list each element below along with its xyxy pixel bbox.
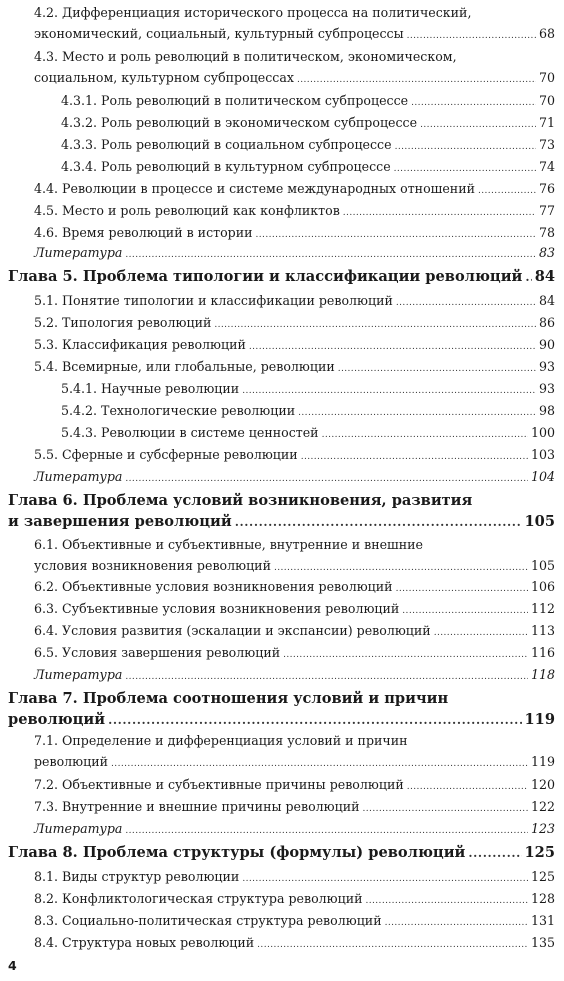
toc-entry-line <box>61 90 555 111</box>
toc-entry-line <box>34 888 555 909</box>
toc-entry <box>8 888 555 909</box>
toc-entry <box>8 156 555 177</box>
toc-entry-title: Литература <box>34 245 123 260</box>
toc-entry <box>8 46 555 88</box>
toc-entry-title: 4.3.3. Роль революций в социальном субпроцессе <box>61 137 392 152</box>
toc-entry <box>8 774 555 795</box>
dot-leader <box>407 777 528 798</box>
toc-entry-title: 6.4. Условия развития (эскалации и экспансии) революций <box>34 623 431 638</box>
toc-entry-line <box>34 290 555 311</box>
toc-entry-title: 8.2. Конфликтологическая структура революций <box>34 891 363 906</box>
toc-entry <box>8 334 555 355</box>
toc-page-number: 71 <box>538 115 555 130</box>
toc-entry <box>8 378 555 399</box>
toc-entry-title: социальном, культурном субпроцессах <box>34 70 294 85</box>
toc-entry-line <box>34 178 555 199</box>
toc-entry-title: 4.4. Революции в процессе и системе международных отношений <box>34 181 475 196</box>
toc-page-number: 84 <box>534 268 555 285</box>
toc-entry <box>8 356 555 377</box>
toc-entry-title: Литература <box>34 667 123 682</box>
toc-entry-line <box>34 2 555 23</box>
toc-entry-title: Литература <box>34 821 123 836</box>
toc-entry-title: 5.4.3. Революции в системе ценностей <box>61 425 319 440</box>
toc-entry-line <box>61 422 555 443</box>
toc-entry-line <box>8 688 555 709</box>
toc-entry-line <box>61 156 555 177</box>
toc-entry-title: 4.6. Время революций в истории <box>34 225 253 240</box>
toc-entry-line <box>34 222 555 243</box>
toc-entry-line <box>61 112 555 133</box>
toc-page-number: 100 <box>530 425 555 440</box>
page-number: 4 <box>8 958 17 973</box>
dot-leader <box>111 754 528 775</box>
dot-leader <box>283 645 528 666</box>
toc-entry-line <box>34 334 555 355</box>
dot-leader <box>478 181 536 202</box>
dot-leader <box>257 935 528 956</box>
toc-entry-title: 4.2. Дифференциация исторического процесса на политический, <box>34 5 472 20</box>
toc-page-number: 78 <box>538 225 555 240</box>
toc-entry <box>8 818 555 839</box>
toc-entry <box>8 400 555 421</box>
dot-leader <box>249 337 536 358</box>
toc-entry <box>8 932 555 953</box>
toc-page-number: 118 <box>530 667 555 682</box>
toc-entry <box>8 242 555 263</box>
toc-entry <box>8 866 555 887</box>
toc-entry-line <box>34 46 555 67</box>
toc-page-number: 119 <box>530 754 555 769</box>
toc-entry <box>8 422 555 443</box>
toc-page-number: 113 <box>530 623 555 638</box>
dot-leader <box>395 137 536 158</box>
toc-entry-title: Глава 5. Проблема типологии и классификации революций <box>8 268 523 285</box>
toc-entry-title: 4.3.1. Роль революций в политическом субпроцессе <box>61 93 409 108</box>
toc-page-number: 105 <box>530 558 555 573</box>
toc-entry-title: 4.3. Место и роль революций в политическом, экономическом, <box>34 49 457 64</box>
toc-page-number: 104 <box>530 469 555 484</box>
toc-entry-line <box>34 67 555 88</box>
toc-entry-title: 4.3.4. Роль революций в культурном субпроцессе <box>61 159 391 174</box>
toc-page-number: 90 <box>538 337 555 352</box>
toc-entry-title: 5.2. Типология революций <box>34 315 212 330</box>
toc-page-number: 83 <box>538 245 555 260</box>
dot-leader <box>298 403 536 424</box>
toc-entry-title: 5.4.2. Технологические революции <box>61 403 296 418</box>
toc-entry-title: 7.1. Определение и дифференциация условий и причин <box>34 733 408 748</box>
toc-entry-line <box>8 511 555 532</box>
toc-entry <box>8 134 555 155</box>
toc-entry <box>8 222 555 243</box>
toc-entry-line <box>61 378 555 399</box>
toc-entry-line <box>34 242 555 263</box>
dot-leader <box>125 245 536 266</box>
toc-entry-title: революций <box>34 754 109 769</box>
toc-entry-line <box>8 266 555 287</box>
toc-entry <box>8 642 555 663</box>
toc-entry-title: 5.4. Всемирные, или глобальные, революции <box>34 359 335 374</box>
dot-leader <box>525 267 531 288</box>
toc-entry-title: 4.3.2. Роль революций в экономическом субпроцессе <box>61 115 418 130</box>
toc-entry <box>8 576 555 597</box>
toc-entry-line <box>8 842 555 863</box>
toc-entry-title: 6.3. Субъективные условия возникновения революций <box>34 601 400 616</box>
toc-entry <box>8 90 555 111</box>
dot-leader <box>363 799 528 820</box>
toc-entry-title: Литература <box>34 469 123 484</box>
toc-entry-line <box>34 751 555 772</box>
toc-chapter <box>8 490 555 532</box>
toc-entry-line <box>34 796 555 817</box>
toc-chapter <box>8 266 555 287</box>
toc-entry-line <box>34 466 555 487</box>
dot-leader <box>108 710 521 731</box>
toc-entry-title: 5.3. Классификация революций <box>34 337 246 352</box>
toc-entry-title: экономический, социальный, культурный субпроцессы <box>34 26 404 41</box>
toc-entry <box>8 112 555 133</box>
toc-entry-title: условия возникновения революций <box>34 558 271 573</box>
toc-entry-line <box>34 818 555 839</box>
toc-page-number: 125 <box>530 869 555 884</box>
toc-entry <box>8 312 555 333</box>
toc-entry-line <box>61 134 555 155</box>
toc-entry-title: 8.3. Социально-политическая структура революций <box>34 913 382 928</box>
toc-page-number: 86 <box>538 315 555 330</box>
toc-page-number: 103 <box>530 447 555 462</box>
toc-entry-title: Глава 8. Проблема структуры (формулы) революций <box>8 844 466 861</box>
toc-entry-title: 5.5. Сферные и субсферные революции <box>34 447 298 462</box>
toc-page-number: 112 <box>530 601 555 616</box>
toc-entry-line <box>34 555 555 576</box>
toc-page-number: 93 <box>538 381 555 396</box>
dot-leader <box>235 512 522 533</box>
toc-entry-line <box>34 932 555 953</box>
toc-entry <box>8 598 555 619</box>
toc-entry-line <box>34 598 555 619</box>
dot-leader <box>322 425 528 446</box>
toc-entry-title: 6.2. Объективные условия возникновения революций <box>34 579 393 594</box>
toc-entry-title: 7.2. Объективные и субъективные причины революций <box>34 777 404 792</box>
toc-entry-title: революций <box>8 711 106 728</box>
toc-entry-line <box>34 910 555 931</box>
dot-leader <box>434 623 528 644</box>
toc-chapter <box>8 842 555 863</box>
dot-leader <box>242 869 528 890</box>
toc-entry-line <box>8 490 555 511</box>
dot-leader <box>301 447 528 468</box>
dot-leader <box>366 891 528 912</box>
toc-page-number: 125 <box>524 844 555 861</box>
toc-entry <box>8 200 555 221</box>
toc-entry-line <box>34 576 555 597</box>
dot-leader <box>468 843 521 864</box>
dot-leader <box>407 26 536 47</box>
toc-entry-title: 8.1. Виды структур революции <box>34 869 240 884</box>
toc-entry-title: 4.5. Место и роль революций как конфликтов <box>34 203 340 218</box>
toc-entry-title: 8.4. Структура новых революций <box>34 935 255 950</box>
toc-entry <box>8 730 555 772</box>
toc-entry-line <box>34 200 555 221</box>
toc-page-number: 105 <box>524 513 555 530</box>
toc-page-number: 84 <box>538 293 555 308</box>
toc-entry <box>8 290 555 311</box>
toc-page-number: 76 <box>538 181 555 196</box>
toc-page-number: 116 <box>530 645 555 660</box>
dot-leader <box>411 93 536 114</box>
dot-leader <box>420 115 536 136</box>
toc-entry-title: 6.1. Объективные и субъективные, внутренние и внешние <box>34 537 424 552</box>
toc-entry <box>8 910 555 931</box>
toc-page-number: 119 <box>524 711 555 728</box>
toc-page-number: 128 <box>530 891 555 906</box>
toc-entry-title: и завершения революций <box>8 513 232 530</box>
dot-leader <box>125 821 528 842</box>
toc-entry <box>8 664 555 685</box>
dot-leader <box>297 70 536 91</box>
toc-page-number: 120 <box>530 777 555 792</box>
toc-entry <box>8 2 555 44</box>
toc-chapter <box>8 688 555 730</box>
dot-leader <box>394 159 536 180</box>
toc-page-number: 74 <box>538 159 555 174</box>
toc-entry-line <box>34 444 555 465</box>
toc-page-number: 122 <box>530 799 555 814</box>
toc-entry-line <box>34 664 555 685</box>
toc-entry <box>8 466 555 487</box>
toc-entry-line <box>34 23 555 44</box>
toc-entry <box>8 178 555 199</box>
toc-entry-line <box>34 356 555 377</box>
dot-leader <box>343 203 536 224</box>
dot-leader <box>242 381 536 402</box>
dot-leader <box>125 667 528 688</box>
dot-leader <box>214 315 536 336</box>
toc-page-number: 123 <box>530 821 555 836</box>
toc-entry-title: 6.5. Условия завершения революций <box>34 645 281 660</box>
dot-leader <box>402 601 528 622</box>
toc-page-number: 73 <box>538 137 555 152</box>
toc-entry <box>8 534 555 576</box>
toc-entry-line <box>8 709 555 730</box>
toc-page-number: 70 <box>538 93 555 108</box>
dot-leader <box>125 469 528 490</box>
toc-entry-title: 5.1. Понятие типологии и классификации революций <box>34 293 393 308</box>
toc-entry-line <box>34 730 555 751</box>
toc-entry-line <box>34 774 555 795</box>
toc-entry-line <box>34 866 555 887</box>
toc-entry-line <box>34 642 555 663</box>
dot-leader <box>396 579 528 600</box>
toc-page-number: 68 <box>538 26 555 41</box>
toc-page-number: 70 <box>538 70 555 85</box>
toc-page-number: 93 <box>538 359 555 374</box>
toc-entry-title: Глава 7. Проблема соотношения условий и причин <box>8 690 449 707</box>
toc-entry-title: Глава 6. Проблема условий возникновения, развития <box>8 492 473 509</box>
toc-entry-title: 5.4.1. Научные революции <box>61 381 240 396</box>
toc-entry-line <box>61 400 555 421</box>
toc-entry-line <box>34 312 555 333</box>
toc-entry <box>8 620 555 641</box>
toc-entry <box>8 796 555 817</box>
toc-entry-line <box>34 534 555 555</box>
toc-page-number: 131 <box>530 913 555 928</box>
dot-leader <box>338 359 536 380</box>
toc-entry <box>8 444 555 465</box>
toc-page-number: 106 <box>530 579 555 594</box>
toc-page-number: 135 <box>530 935 555 950</box>
toc-entry-title: 7.3. Внутренние и внешние причины революций <box>34 799 360 814</box>
toc-entry-line <box>34 620 555 641</box>
dot-leader <box>396 293 536 314</box>
dot-leader <box>385 913 528 934</box>
toc-page-number: 77 <box>538 203 555 218</box>
toc-page-number: 98 <box>538 403 555 418</box>
